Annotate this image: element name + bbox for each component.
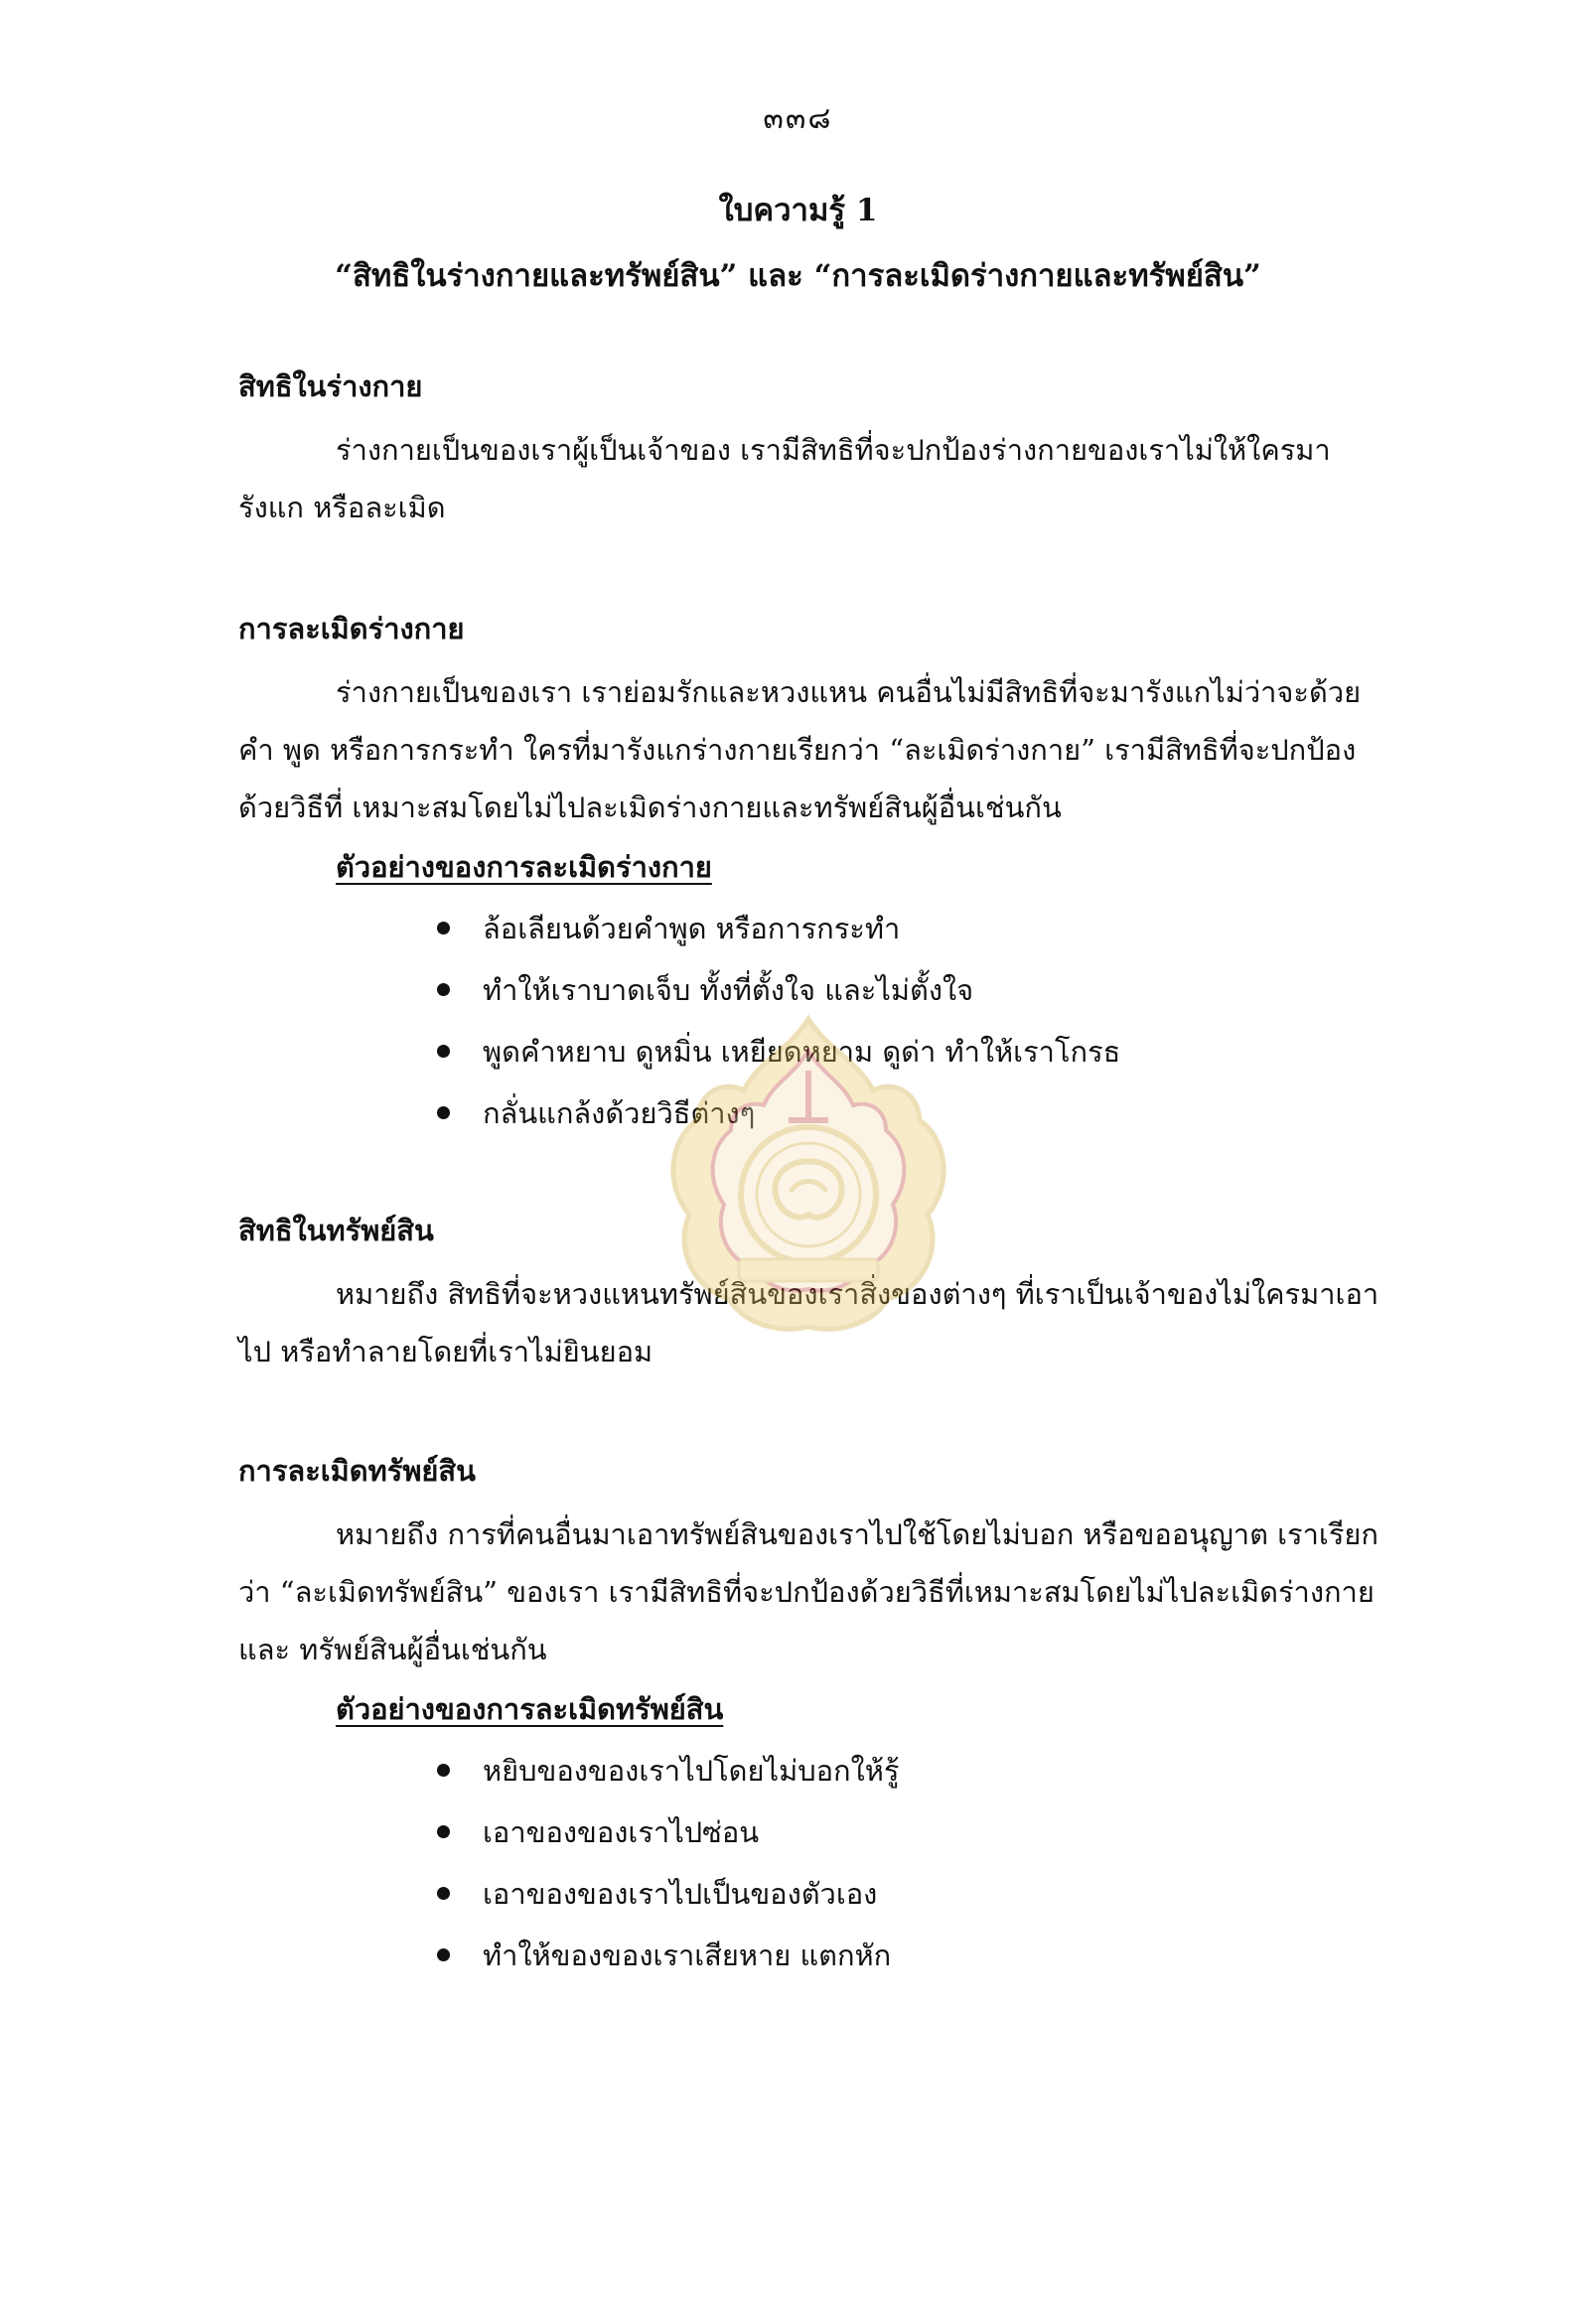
list-item-text: เอาของของเราไปเป็นของตัวเอง (483, 1877, 878, 1911)
list-item (427, 1021, 1120, 1082)
section-heading-body-violation: การละเมิดร่างกาย (238, 612, 465, 646)
bullet-icon (437, 1045, 450, 1058)
examples-list-property-violation (427, 1740, 899, 1986)
bullet-icon (437, 922, 450, 935)
bullet-icon (437, 1764, 450, 1777)
list-item-text: เอาของของเราไปซ่อน (483, 1815, 760, 1849)
section-paragraph-property-rights: หมายถึง สิทธิที่จะหวงแหนทรัพย์สินของเราสิ่งของต่างๆ ที่เราเป็นเจ้าของไม่ใครมาเอาไป หรือทำลายโดยที่เราไม่ยินยอม (238, 1277, 1379, 1368)
list-item (427, 1082, 1120, 1144)
list-item (427, 1801, 899, 1863)
bullet-icon (437, 1106, 450, 1119)
section-paragraph-body-rights: ร่างกายเป็นของเราผู้เป็นเจ้าของ เรามีสิทธิที่จะปกป้องร่างกายของเราไม่ให้ใครมารังแก หรือละเมิด (238, 433, 1331, 524)
list-item (427, 1863, 899, 1925)
list-item-text: พูดคำหยาบ ดูหมิ่น เหยียดหยาม ดูด่า ทำให้เราโกรธ (483, 1035, 1121, 1069)
list-item-text: กลั่นแกล้งด้วยวิธีต่างๆ (483, 1096, 756, 1130)
list-item-text: ทำให้เราบาดเจ็บ ทั้งที่ตั้งใจ และไม่ตั้งใจ (483, 973, 974, 1007)
bullet-icon (437, 1887, 450, 1900)
list-item (427, 1925, 899, 1986)
list-item-text: ทำให้ของของเราเสียหาย แตกหัก (483, 1939, 892, 1972)
bullet-icon (437, 983, 450, 996)
examples-list-body-violation (427, 898, 1120, 1144)
section-heading-property-violation: การละเมิดทรัพย์สิน (238, 1454, 476, 1488)
section-heading-property-rights: สิทธิในทรัพย์สิน (238, 1214, 434, 1247)
list-item (427, 1740, 899, 1801)
list-item (427, 898, 1120, 959)
list-item-text: หยิบของของเราไปโดยไม่บอกให้รู้ (483, 1754, 900, 1788)
page-title: ใบความรู้ 1 (718, 193, 878, 228)
list-item (427, 959, 1120, 1021)
list-item-text: ล้อเลียนด้วยคำพูด หรือการกระทำ (483, 912, 901, 945)
bullet-icon (437, 1948, 450, 1961)
examples-heading-property-violation: ตัวอย่างของการละเมิดทรัพย์สิน (336, 1692, 724, 1726)
page-subtitle: “สิทธิในร่างกายและทรัพย์สิน” และ “การละเมิดร่างกายและทรัพย์สิน” (335, 258, 1261, 294)
page-number: ๓๓๘ (763, 101, 833, 136)
section-heading-body-rights: สิทธิในร่างกาย (238, 369, 423, 403)
bullet-icon (437, 1825, 450, 1838)
section-paragraph-property-violation: หมายถึง การที่คนอื่นมาเอาทรัพย์สินของเราไปใช้โดยไม่บอก หรือขออนุญาต เราเรียกว่า “ละเมิดทรัพย์สิน” ของเรา เรามีสิทธิที่จะปกป้องด้วยวิธีที่เหมาะสมโดยไม่ไปละเมิดร่างกายและ ทรัพย์สินผู้อื่นเช่นกัน (238, 1517, 1378, 1666)
examples-heading-body-violation: ตัวอย่างของการละเมิดร่างกาย (336, 850, 712, 884)
section-paragraph-body-violation: ร่างกายเป็นของเรา เราย่อมรักและหวงแหน คนอื่นไม่มีสิทธิที่จะมารังแกไม่ว่าจะด้วยคำ พูด หรือการกระทำ ใครที่มารังแกร่างกายเรียกว่า “ละเมิดร่างกาย” เรามีสิทธิที่จะปกป้องด้วยวิธีที่ เหมาะสมโดยไม่ไปละเมิดร่างกายและทรัพย์สินผู้อื่นเช่นกัน (238, 675, 1362, 824)
